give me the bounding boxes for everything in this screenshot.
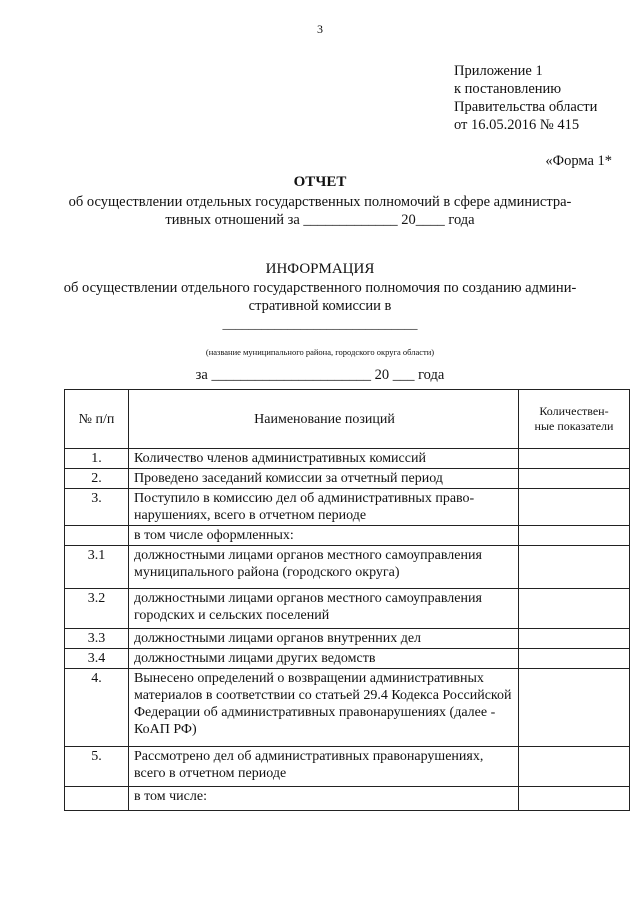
table-row xyxy=(65,649,630,669)
info-subtitle-line: стративной комиссии в xyxy=(248,298,392,314)
row-num: 3.1 xyxy=(65,546,129,589)
table-row xyxy=(65,787,630,811)
row-name: Количество членов административных комиссий xyxy=(129,449,519,469)
row-num: 3.4 xyxy=(65,649,129,669)
info-subtitle-line: об осуществлении отдельного государственного полномочия по созданию админи- xyxy=(63,280,577,296)
table-header-row xyxy=(65,390,630,449)
table-row xyxy=(65,669,630,747)
row-name: должностными лицами органов местного самоуправления городских и сельских поселений xyxy=(129,589,519,629)
row-name: в том числе: xyxy=(129,787,519,811)
report-title: ОТЧЕТ xyxy=(293,174,347,190)
row-value xyxy=(519,649,630,669)
row-value xyxy=(519,489,630,526)
header-value-text: Количествен- ные показатели xyxy=(534,404,614,433)
table-row xyxy=(65,449,630,469)
row-value xyxy=(519,546,630,589)
table-row xyxy=(65,546,630,589)
row-name: должностными лицами органов внутренних дел xyxy=(129,629,519,649)
row-num xyxy=(65,787,129,811)
row-num: 3. xyxy=(65,489,129,526)
info-blank-line: ______________________________ xyxy=(222,316,418,331)
row-name: Проведено заседаний комиссии за отчетный период xyxy=(129,469,519,489)
row-name: Рассмотрено дел об административных правонарушениях, всего в отчетном периоде xyxy=(129,747,519,787)
header-num: № п/п xyxy=(65,390,129,449)
row-name: должностными лицами органов местного самоуправления муниципального района (городского округа) xyxy=(129,546,519,589)
row-name: в том числе оформленных: xyxy=(129,526,519,546)
row-num: 1. xyxy=(65,449,129,469)
page-number: 3 xyxy=(317,22,323,36)
row-num: 4. xyxy=(65,669,129,747)
row-num xyxy=(65,526,129,546)
info-title: ИНФОРМАЦИЯ xyxy=(265,261,375,277)
row-num: 2. xyxy=(65,469,129,489)
row-name: должностными лицами других ведомств xyxy=(129,649,519,669)
row-value xyxy=(519,747,630,787)
row-value xyxy=(519,629,630,649)
report-table xyxy=(64,389,630,811)
row-num: 3.3 xyxy=(65,629,129,649)
row-name: Поступило в комиссию дел об административных право-нарушениях, всего в отчетном периоде xyxy=(129,489,519,526)
appendix-line: Правительства области xyxy=(454,99,598,115)
table-row xyxy=(65,469,630,489)
form-label: «Форма 1* xyxy=(545,153,612,169)
row-value xyxy=(519,669,630,747)
header-value xyxy=(519,390,630,449)
table-row xyxy=(65,489,630,526)
table-row xyxy=(65,629,630,649)
appendix-line: от 16.05.2016 № 415 xyxy=(454,117,580,133)
row-value xyxy=(519,449,630,469)
row-value xyxy=(519,787,630,811)
row-value xyxy=(519,469,630,489)
row-name: Вынесено определений о возвращении административных материалов в соответствии со статьей 29.4 Кодекса Российской Федерации об административных правонарушениях (далее - КоАП РФ) xyxy=(129,669,519,747)
appendix-line: к постановлению xyxy=(454,81,562,97)
table-row xyxy=(65,747,630,787)
info-period: за ______________________ 20 ___ года xyxy=(195,367,445,383)
row-value xyxy=(519,589,630,629)
appendix-line: Приложение 1 xyxy=(454,63,543,79)
info-hint: (название муниципального района, городского округа области) xyxy=(205,347,435,357)
table-row xyxy=(65,526,630,546)
appendix-block xyxy=(454,62,597,134)
report-subtitle-line: об осуществлении отдельных государственных полномочий в сфере администра- xyxy=(68,194,572,210)
row-num: 3.2 xyxy=(65,589,129,629)
row-num: 5. xyxy=(65,747,129,787)
table-row xyxy=(65,589,630,629)
row-value xyxy=(519,526,630,546)
report-subtitle-line: тивных отношений за _____________ 20____ года xyxy=(165,212,475,228)
header-name: Наименование позиций xyxy=(129,390,519,449)
